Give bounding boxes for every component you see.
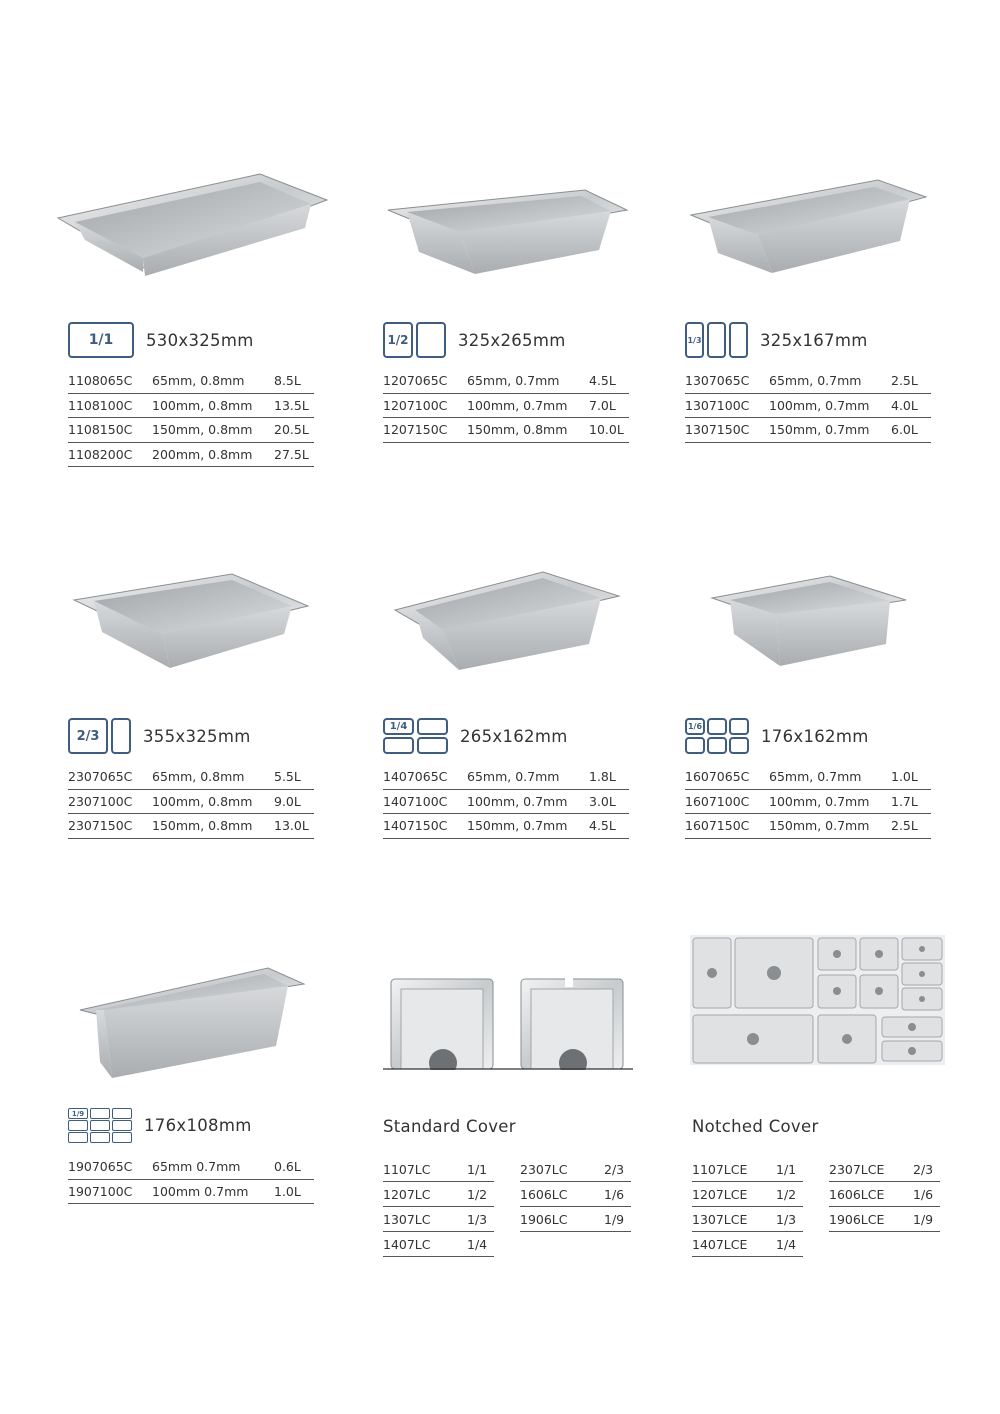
standard-cover-image [383, 975, 633, 1070]
cover-row [383, 1207, 494, 1232]
cover-row [692, 1207, 803, 1232]
size-badge-icon [68, 1108, 132, 1143]
depth-thickness: 65mm, 0.7mm [467, 769, 560, 785]
badge-label: 2/3 [68, 718, 108, 754]
cover-size: 2/3 [913, 1161, 934, 1177]
spec-row [685, 814, 931, 839]
capacity: 1.7L [891, 793, 918, 809]
pan-dimensions: 176x108mm [144, 1116, 252, 1135]
spec-row [685, 369, 931, 394]
cover-code: 1207LCE [692, 1186, 748, 1202]
depth-thickness: 65mm, 0.7mm [769, 373, 862, 389]
capacity: 1.8L [589, 769, 616, 785]
spec-row [383, 369, 629, 394]
spec-table-1-4 [383, 765, 629, 839]
capacity: 1.0L [274, 1183, 301, 1199]
capacity: 1.0L [891, 769, 918, 785]
cover-size: 1/9 [604, 1211, 625, 1227]
cover-size: 1/6 [604, 1186, 625, 1202]
pan-header-1-1 [68, 322, 254, 358]
item-code: 1607065C [685, 769, 750, 785]
spec-row [68, 790, 314, 815]
spec-table-2-3 [68, 765, 314, 839]
depth-thickness: 65mm, 0.7mm [769, 769, 862, 785]
cover-row [829, 1182, 940, 1207]
cover-code: 1407LC [383, 1236, 431, 1252]
spec-table-1-3 [685, 369, 931, 443]
standard-cover-table-right [520, 1157, 631, 1232]
depth-thickness: 150mm, 0.7mm [467, 818, 568, 834]
badge-label: 1/3 [685, 322, 704, 358]
cover-size: 1/2 [776, 1186, 797, 1202]
pan-image-1-6 [710, 572, 910, 670]
spec-row [68, 765, 314, 790]
spec-row [68, 418, 314, 443]
cover-size: 1/2 [467, 1186, 488, 1202]
item-code: 1307100C [685, 397, 750, 413]
item-code: 1607150C [685, 818, 750, 834]
capacity: 6.0L [891, 422, 918, 438]
depth-thickness: 65mm, 0.7mm [467, 373, 560, 389]
cover-code: 1307LCE [692, 1211, 748, 1227]
spec-table-1-6 [685, 765, 931, 839]
pan-dimensions: 265x162mm [460, 726, 568, 746]
cover-row [383, 1182, 494, 1207]
cover-row [829, 1207, 940, 1232]
spec-table-1-1 [68, 369, 314, 467]
cover-code: 1906LCE [829, 1211, 885, 1227]
size-badge-icon [68, 718, 131, 754]
pan-image-1-4 [393, 568, 623, 673]
cover-code: 1606LCE [829, 1186, 885, 1202]
depth-thickness: 100mm, 0.8mm [152, 793, 253, 809]
cover-code: 1906LC [520, 1211, 568, 1227]
item-code: 1108150C [68, 422, 133, 438]
item-code: 1207100C [383, 397, 448, 413]
cover-row [383, 1232, 494, 1257]
pan-image-2-3 [72, 570, 312, 670]
depth-thickness: 150mm, 0.7mm [769, 422, 870, 438]
cover-code: 1606LC [520, 1186, 568, 1202]
badge-label: 1/4 [383, 718, 414, 735]
item-code: 2307150C [68, 818, 133, 834]
item-code: 1607100C [685, 793, 750, 809]
spec-row [685, 394, 931, 419]
depth-thickness: 200mm, 0.8mm [152, 446, 253, 462]
badge-label: 1/2 [383, 322, 413, 358]
size-badge-icon [383, 322, 446, 358]
pan-dimensions: 325x265mm [458, 330, 566, 350]
pan-header-1-4 [383, 718, 568, 754]
notched-cover-image [690, 935, 945, 1065]
pan-dimensions: 176x162mm [761, 726, 869, 746]
pan-dimensions: 530x325mm [146, 330, 254, 350]
capacity: 4.0L [891, 397, 918, 413]
item-code: 1407065C [383, 769, 448, 785]
depth-thickness: 100mm, 0.7mm [467, 397, 568, 413]
capacity: 2.5L [891, 818, 918, 834]
item-code: 1207065C [383, 373, 448, 389]
cover-code: 1107LCE [692, 1161, 748, 1177]
pan-dimensions: 355x325mm [143, 726, 251, 746]
spec-table-1-2 [383, 369, 629, 443]
item-code: 1407150C [383, 818, 448, 834]
cover-row [520, 1182, 631, 1207]
spec-row [68, 1155, 314, 1180]
capacity: 2.5L [891, 373, 918, 389]
cover-row [383, 1157, 494, 1182]
depth-thickness: 65mm 0.7mm [152, 1159, 241, 1175]
size-badge-icon [685, 718, 749, 754]
item-code: 1307065C [685, 373, 750, 389]
capacity: 9.0L [274, 793, 301, 809]
item-code: 1108200C [68, 446, 133, 462]
cover-row [692, 1182, 803, 1207]
cover-code: 1107LC [383, 1161, 431, 1177]
cover-row [829, 1157, 940, 1182]
notched-cover-table-left [692, 1157, 803, 1257]
cover-size: 1/1 [467, 1161, 488, 1177]
capacity: 20.5L [274, 422, 309, 438]
pan-header-1-9 [68, 1108, 252, 1143]
spec-row [68, 394, 314, 419]
cover-size: 1/1 [776, 1161, 797, 1177]
depth-thickness: 100mm, 0.7mm [467, 793, 568, 809]
size-badge-icon [68, 322, 134, 358]
spec-row [383, 394, 629, 419]
pan-header-1-3 [685, 322, 868, 358]
capacity: 4.5L [589, 373, 616, 389]
cover-size: 1/9 [913, 1211, 934, 1227]
size-badge-icon [685, 322, 748, 358]
badge-label: 1/1 [68, 322, 134, 358]
item-code: 1407100C [383, 793, 448, 809]
standard-cover-table-left [383, 1157, 494, 1257]
spec-row [68, 814, 314, 839]
cover-row [692, 1232, 803, 1257]
cover-row [692, 1157, 803, 1182]
spec-row [685, 765, 931, 790]
item-code: 1207150C [383, 422, 448, 438]
cover-size: 1/4 [467, 1236, 488, 1252]
badge-label: 1/9 [68, 1108, 88, 1119]
cover-code: 1407LCE [692, 1236, 748, 1252]
cover-row [520, 1157, 631, 1182]
item-code: 2307100C [68, 793, 133, 809]
cover-row [520, 1207, 631, 1232]
cover-size: 1/3 [467, 1211, 488, 1227]
capacity: 5.5L [274, 769, 301, 785]
spec-row [685, 418, 931, 443]
item-code: 1907100C [68, 1183, 133, 1199]
cover-size: 1/3 [776, 1211, 797, 1227]
pan-image-1-1 [55, 170, 330, 280]
notched-cover-table-right [829, 1157, 940, 1232]
spec-row [685, 790, 931, 815]
depth-thickness: 65mm, 0.8mm [152, 769, 245, 785]
cover-code: 2307LCE [829, 1161, 885, 1177]
depth-thickness: 150mm, 0.8mm [152, 422, 253, 438]
item-code: 2307065C [68, 769, 133, 785]
badge-label: 1/6 [685, 718, 705, 735]
standard-cover-title: Standard Cover [383, 1117, 516, 1136]
spec-row [383, 814, 629, 839]
capacity: 13.0L [274, 818, 309, 834]
pan-image-1-9 [78, 966, 308, 1081]
pan-header-2-3 [68, 718, 251, 754]
cover-code: 2307LC [520, 1161, 568, 1177]
spec-row [68, 1180, 314, 1205]
capacity: 0.6L [274, 1159, 301, 1175]
item-code: 1907065C [68, 1159, 133, 1175]
depth-thickness: 150mm, 0.8mm [152, 818, 253, 834]
spec-row [68, 443, 314, 468]
capacity: 27.5L [274, 446, 309, 462]
notched-cover-title: Notched Cover [692, 1117, 819, 1136]
capacity: 3.0L [589, 793, 616, 809]
spec-row [68, 369, 314, 394]
capacity: 4.5L [589, 818, 616, 834]
depth-thickness: 100mm, 0.7mm [769, 397, 870, 413]
pan-dimensions: 325x167mm [760, 330, 868, 350]
pan-header-1-6 [685, 718, 869, 754]
capacity: 8.5L [274, 373, 301, 389]
depth-thickness: 150mm, 0.8mm [467, 422, 568, 438]
pan-image-1-2 [385, 180, 630, 280]
depth-thickness: 65mm, 0.8mm [152, 373, 245, 389]
cover-size: 2/3 [604, 1161, 625, 1177]
capacity: 10.0L [589, 422, 624, 438]
depth-thickness: 100mm 0.7mm [152, 1183, 249, 1199]
spec-table-1-9 [68, 1155, 314, 1204]
depth-thickness: 150mm, 0.7mm [769, 818, 870, 834]
depth-thickness: 100mm, 0.7mm [769, 793, 870, 809]
item-code: 1307150C [685, 422, 750, 438]
spec-row [383, 765, 629, 790]
capacity: 13.5L [274, 397, 309, 413]
item-code: 1108100C [68, 397, 133, 413]
spec-row [383, 418, 629, 443]
spec-row [383, 790, 629, 815]
cover-size: 1/6 [913, 1186, 934, 1202]
pan-header-1-2 [383, 322, 566, 358]
capacity: 7.0L [589, 397, 616, 413]
cover-code: 1307LC [383, 1211, 431, 1227]
size-badge-icon [383, 718, 448, 754]
depth-thickness: 100mm, 0.8mm [152, 397, 253, 413]
cover-size: 1/4 [776, 1236, 797, 1252]
item-code: 1108065C [68, 373, 133, 389]
cover-code: 1207LC [383, 1186, 431, 1202]
pan-image-1-3 [688, 175, 930, 275]
